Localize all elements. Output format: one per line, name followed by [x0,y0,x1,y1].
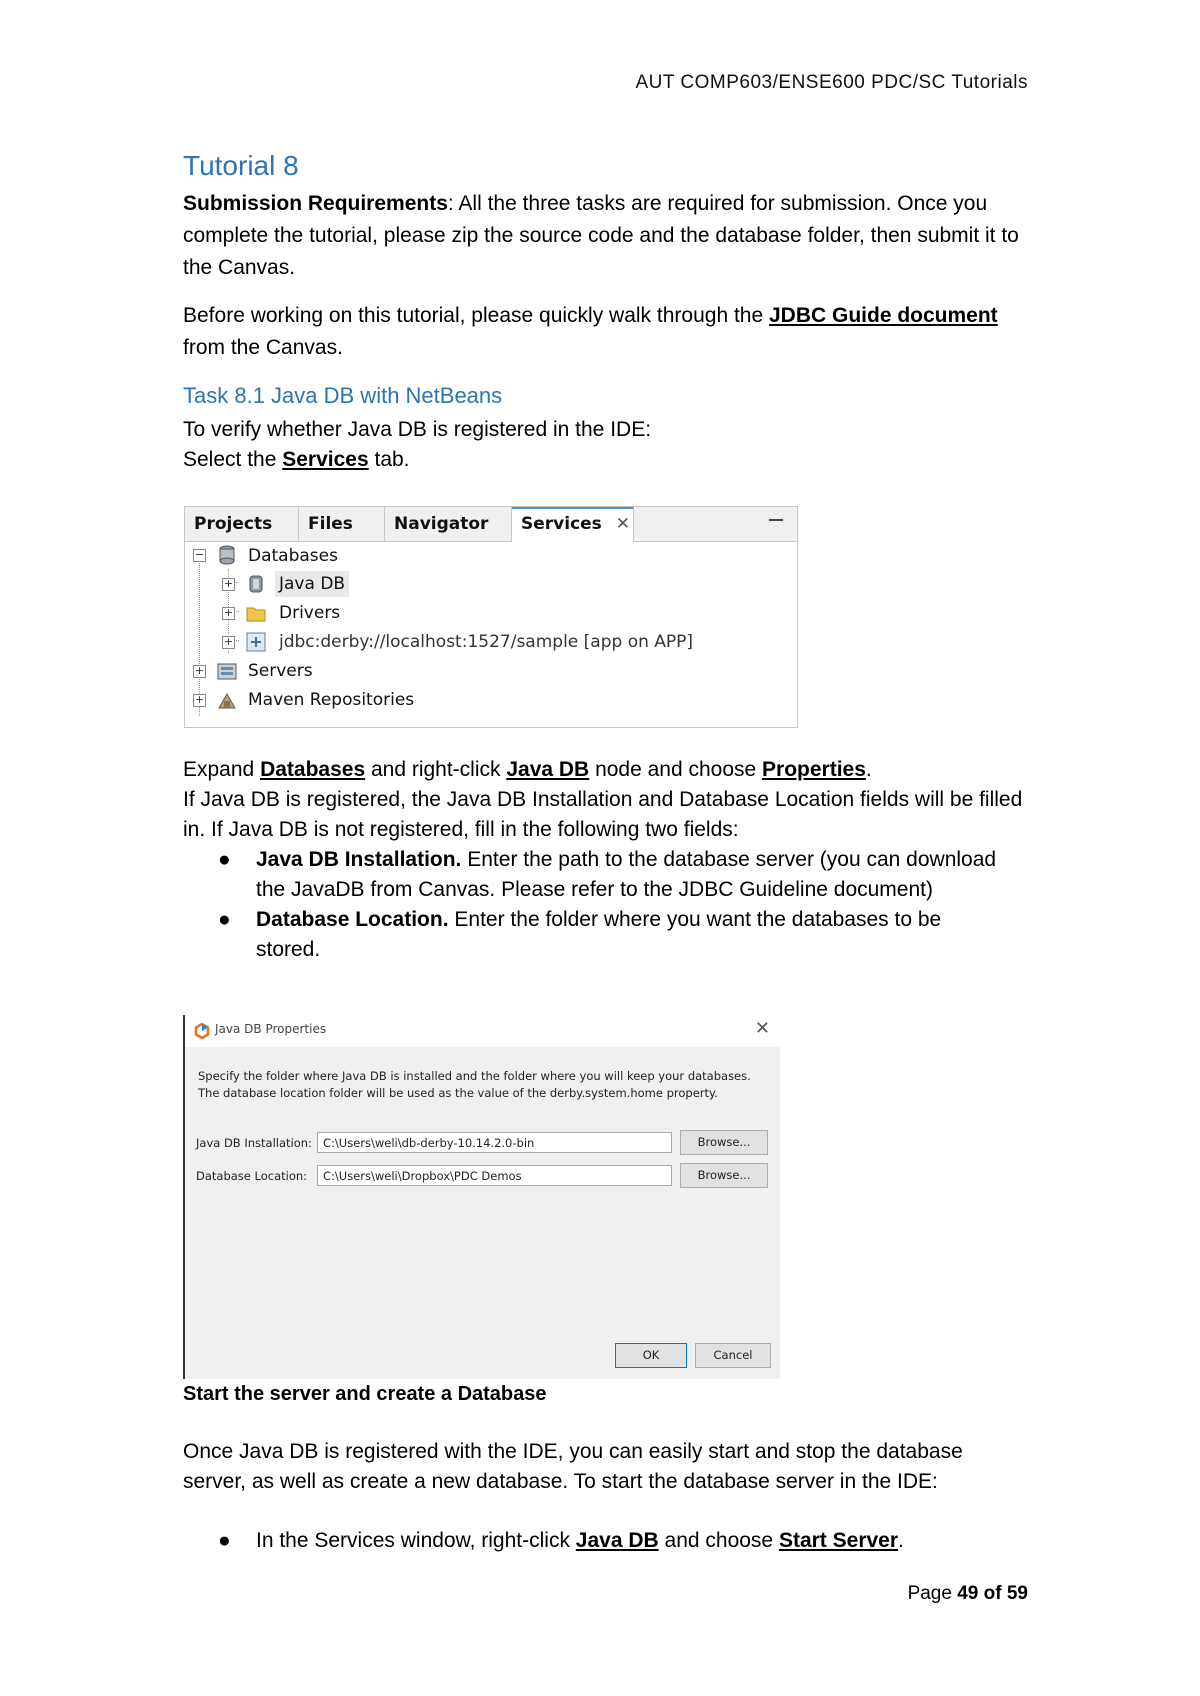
ok-button[interactable]: OK [615,1343,687,1368]
page-number [908,1583,1028,1605]
list-item [218,905,998,965]
tree-item-drivers[interactable]: Drivers [279,603,341,623]
submission-label: Submission Requirements [183,192,448,215]
page-of: of [978,1583,1007,1604]
total-pages: 59 [1006,1583,1028,1604]
maven-repository-icon [217,690,237,710]
expand-t4: . [865,758,872,781]
bullet-glyph: ● [218,908,231,931]
java-db-installation-label: Java DB Installation: [196,1136,312,1150]
list-item [218,1526,998,1556]
registered-paragraph: If Java DB is registered, the Java DB Installation and Database Location fields will be filled in. If Java DB is not registered, fill in the following two fields: [183,788,1023,841]
dialog-message-line: Specify the folder where Java DB is installed and the folder where you will keep your databases. [198,1069,751,1083]
bullet-text: and choose [658,1529,779,1552]
start-server-heading: Start the server and create a Database [183,1383,547,1405]
properties-link[interactable]: Properties [762,758,866,781]
java-db-properties-dialog [183,1015,780,1379]
expand-icon[interactable]: + [194,664,205,677]
tab-services[interactable] [512,507,634,542]
cancel-button[interactable]: Cancel [695,1343,771,1368]
start-server-link[interactable]: Start Server [778,1529,899,1552]
expand-icon[interactable]: + [223,606,234,619]
database-location-label: Database Location: [196,1169,308,1183]
bullet-glyph: ● [218,848,231,871]
close-icon[interactable]: ✕ [615,514,631,534]
bullet-text: In the Services window, right-click [256,1529,576,1552]
select-before: Select the [183,448,283,471]
tree-item-java-db[interactable]: Java DB [275,571,349,597]
fields-bullet-list [218,845,998,965]
dialog-title-bar [185,1015,780,1047]
java-db-link[interactable]: Java DB [506,758,590,781]
netbeans-icon [194,1023,210,1039]
database-location-field[interactable]: C:\Users\weli\Dropbox\PDC Demos [317,1165,672,1186]
connection-icon [246,632,266,652]
intro-paragraph [183,300,1043,364]
tree-item-connection[interactable]: jdbc:derby://localhost:1527/sample [app on APP] [279,632,694,652]
tab-services-label: Services [521,514,602,534]
tree-item-servers[interactable]: Servers [248,661,313,681]
dialog-close-icon[interactable]: ✕ [754,1018,770,1039]
folder-icon [246,603,266,623]
start-bullet-list [218,1526,998,1556]
browse-installation-button[interactable]: Browse... [680,1130,768,1155]
bullet-text: Enter the path to the database server (you can download the JavaDB from Canvas. Please refer to the JDBC Guideline document) [256,848,997,901]
minimize-icon[interactable] [769,519,783,521]
databases-link[interactable]: Databases [260,758,366,781]
java-db-icon [246,574,266,594]
intro-before: Before working on this tutorial, please quickly walk through the [183,304,769,327]
java-db-link[interactable]: Java DB [575,1529,659,1552]
netbeans-services-panel [184,506,798,728]
task-heading: Task 8.1 Java DB with NetBeans [183,383,503,408]
server-icon [217,661,237,681]
browse-location-button[interactable]: Browse... [680,1163,768,1188]
panel-tab-bar [185,507,797,542]
running-header: AUT COMP603/ENSE600 PDC/SC Tutorials [635,72,1028,93]
page-prefix: Page [907,1583,958,1604]
bullet-glyph: ● [218,1529,231,1552]
bullet-bold: Java DB Installation. [256,848,462,871]
bullet-text: . [898,1529,904,1552]
verify-line: To verify whether Java DB is registered in the IDE: [183,418,652,441]
submission-paragraph [183,188,1043,284]
bullet-bold: Database Location. [256,908,449,931]
dialog-message [198,1068,751,1102]
tree-item-maven-repositories[interactable]: Maven Repositories [248,690,415,710]
expand-icon[interactable]: + [223,577,234,590]
dialog-message-line: The database location folder will be used as the value of the derby.system.home property. [198,1086,718,1100]
jdbc-guide-link[interactable]: JDBC Guide document [768,304,998,327]
expand-t2: and right-click [365,758,507,781]
expand-t3: node and choose [589,758,763,781]
submission-text: : All the three tasks are required for submission. Once you complete the tutorial, please zip the source code and the database folder, then submit it to the Canvas. [183,192,1019,279]
expand-icon[interactable]: + [194,693,205,706]
expand-t1: Expand [183,758,261,781]
select-line [183,445,1043,475]
once-paragraph: Once Java DB is registered with the IDE, you can easily start and stop the database server, as well as create a new database. To start the database server in the IDE: [183,1440,963,1493]
tab-navigator[interactable]: Navigator [385,507,512,541]
tree-item-databases[interactable]: Databases [248,546,338,566]
intro-after: from the Canvas. [183,336,343,359]
select-after: tab. [368,448,410,471]
dialog-title: Java DB Properties [215,1022,327,1036]
page-title: Tutorial 8 [183,150,299,181]
services-link[interactable]: Services [282,448,369,471]
tab-projects[interactable]: Projects [185,507,299,541]
database-icon [217,545,237,565]
current-page: 49 [957,1583,979,1604]
bullet-text: Enter the folder where you want the databases to be stored. [256,908,942,961]
expand-paragraph [183,755,1043,785]
collapse-icon[interactable]: − [194,548,205,561]
tab-files[interactable]: Files [299,507,385,541]
expand-icon[interactable]: + [223,635,234,648]
java-db-installation-field[interactable]: C:\Users\weli\db-derby-10.14.2.0-bin [317,1132,672,1153]
verify-paragraph [183,415,1043,475]
list-item [218,845,998,905]
